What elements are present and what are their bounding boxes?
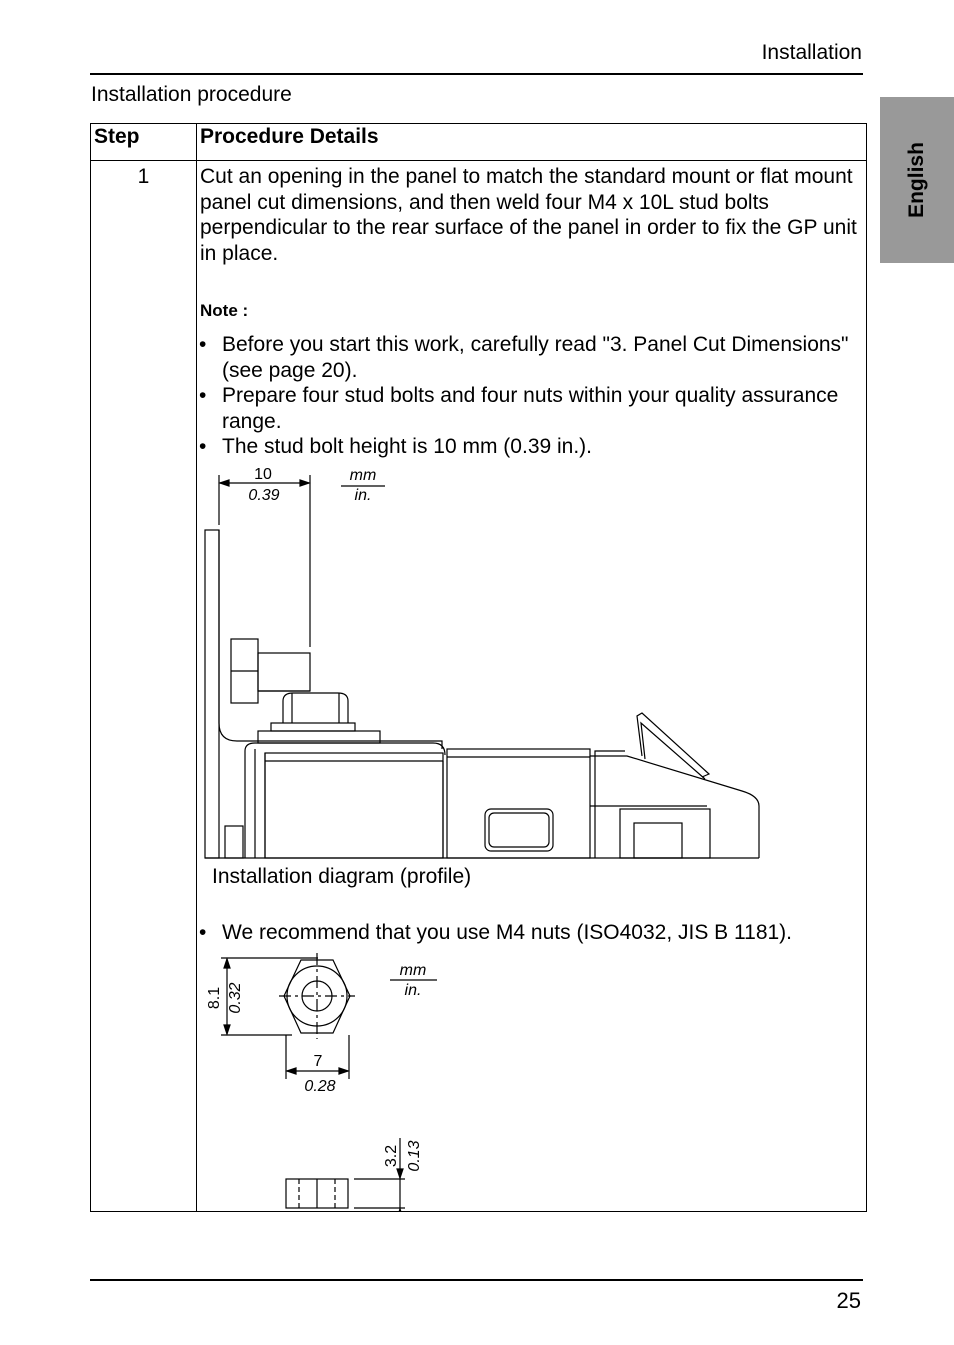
profile-unit-mm: mm [349,467,377,484]
profile-dim-in: 0.39 [248,487,280,504]
nut-width-mm: 7 [313,1053,323,1070]
nut-thick-in: 0.13 [406,1140,423,1172]
diagram-caption: Installation diagram (profile) [212,865,472,888]
step-number: 1 [91,161,197,1212]
language-tab [880,97,954,263]
table-row [91,161,867,1212]
list-item: • The stud bolt height is 10 mm (0.39 in.). [199,435,593,458]
page-number: 25 [836,1288,861,1313]
list-item: • We recommend that you use M4 nuts (ISO4032, JIS B 1181). [199,921,793,944]
list-item: • Prepare four stud bolts and four nuts within your quality assurance range. [199,384,839,433]
installation-profile-diagram [197,461,866,861]
step-column-header: Step [91,124,197,161]
list-item: • Before you start this work, carefully read "3. Panel Cut Dimensions" (see page 20). [199,333,849,382]
footer-rule [90,1279,863,1281]
procedure-details [197,161,867,1212]
section-subtitle: Installation procedure [91,83,292,106]
header-rule [90,73,863,75]
procedure-intro: Cut an opening in the panel to match the standard mount or flat mount panel cut dimensions, and then weld four M4 x 10L stud bolts perpendicular to the rear surface of the panel in order to fix the GP unit in place. [200,165,857,265]
nut-thick-mm: 3.2 [383,1144,400,1168]
nut-dimension-diagram [197,951,866,1211]
note-bullets [197,332,857,460]
nut-bullets [197,920,857,946]
nut-unit-in: in. [404,982,422,999]
nut-width-in: 0.28 [304,1078,336,1095]
details-column-header: Procedure Details [197,124,867,161]
running-header: Installation [761,41,862,64]
language-tab-label: English [905,142,928,218]
table-header-row [91,124,867,161]
nut-unit-mm: mm [399,962,427,979]
profile-dim-mm: 10 [254,466,272,483]
nut-height-mm: 8.1 [206,986,223,1010]
note-label: Note : [200,301,249,320]
procedure-table [90,123,867,1212]
profile-unit-in: in. [354,487,372,504]
nut-height-in: 0.32 [227,982,244,1014]
